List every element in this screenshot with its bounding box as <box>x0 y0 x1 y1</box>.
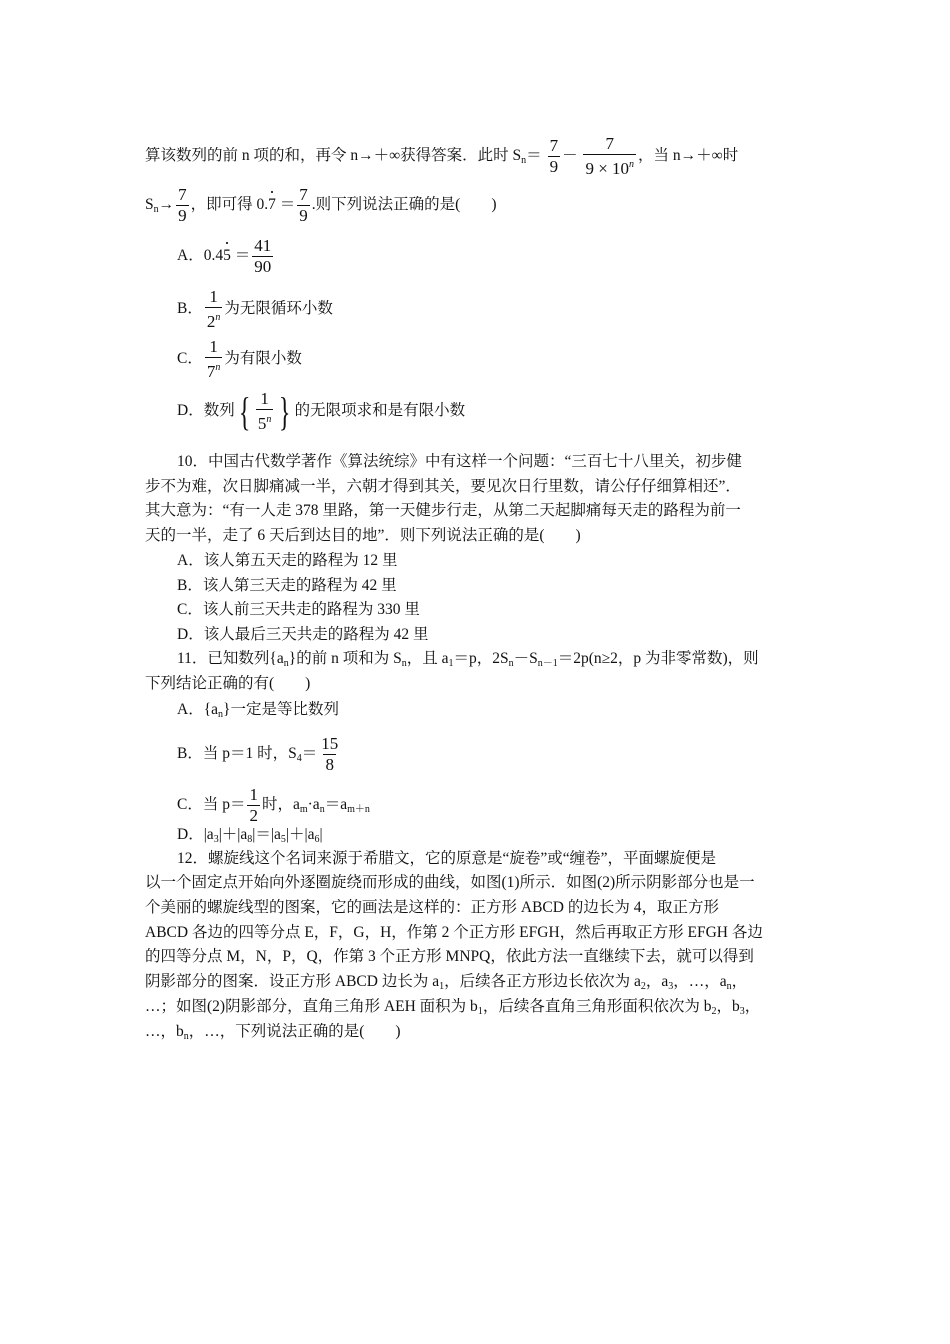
numerator: 1 <box>260 389 269 408</box>
q9-option-b <box>177 287 333 332</box>
numerator: 41 <box>254 236 272 255</box>
denominator <box>583 154 636 179</box>
q9-option-d <box>177 389 465 434</box>
q11-option-d <box>177 824 323 851</box>
numerator: 7 <box>549 136 559 155</box>
option-text: |＝|a <box>252 826 281 843</box>
denominator-text: 7 <box>206 362 216 381</box>
q9-text: ＝ <box>526 147 542 165</box>
subscript: 6 <box>314 834 320 845</box>
q12-line-6 <box>145 971 747 998</box>
q9-text: 算该数列的前 n 项的和，再令 n→＋∞获得答案．此时 S <box>145 147 522 165</box>
q11-text: ＝p，2S <box>453 650 509 667</box>
q10-option-d: D．该人最后三天共走的路程为 42 里 <box>177 626 429 643</box>
subscript: n <box>508 658 514 669</box>
sequence-braces <box>235 389 295 434</box>
q11-text: －S <box>513 650 538 667</box>
subscript: 1 <box>439 981 445 992</box>
subscript: 8 <box>247 834 253 845</box>
q12-text: 阴影部分的图案．设正方形 ABCD 边长为 a <box>145 973 440 990</box>
q11-text: ，且 a <box>406 650 449 667</box>
q11-text: }的前 n 项和为 S <box>288 650 402 667</box>
subscript: 5 <box>280 834 286 845</box>
option-text: B．当 p＝1 时，S <box>177 745 297 763</box>
fraction <box>176 185 189 226</box>
q11-option-c <box>177 785 370 826</box>
q12-text: …，b <box>145 1023 184 1040</box>
q11-option-a <box>177 699 339 726</box>
option-text: |＋|a <box>285 826 315 843</box>
subscript: 2 <box>711 1006 717 1017</box>
option-text: ＝ <box>301 745 318 763</box>
option-text: ＝a <box>324 796 348 814</box>
option-text: ＝ <box>234 247 251 265</box>
option-text: |＋|a <box>218 826 248 843</box>
option-text: B． <box>177 300 203 318</box>
denominator <box>205 307 223 332</box>
option-text: C． <box>177 350 203 368</box>
option-text: D．|a <box>177 826 214 843</box>
fraction <box>319 734 340 775</box>
q9-intro-line-2 <box>145 185 496 226</box>
q11-line-1 <box>177 648 759 675</box>
fraction <box>548 136 561 177</box>
numerator: 7 <box>605 134 614 153</box>
q11-line-2: 下列结论正确的有( ) <box>145 675 311 692</box>
left-brace: { <box>238 388 251 434</box>
q10-line-4: 天的一半，走了 6 天后到达目的地”．则下列说法正确的是( ) <box>145 527 581 544</box>
option-text: | <box>319 826 323 843</box>
q12-text: ，b <box>716 998 740 1015</box>
exponent: n <box>629 159 635 170</box>
denominator: 2 <box>249 806 258 825</box>
q9-text: → <box>158 196 175 214</box>
q12-text: ，a <box>645 973 669 990</box>
numerator: 1 <box>249 785 258 804</box>
q12-text: ，后续各直角三角形面积依次为 b <box>482 998 712 1015</box>
subscript: 3 <box>739 1006 745 1017</box>
fraction <box>252 236 273 277</box>
option-text: D．数列 <box>177 402 235 420</box>
subscript: m <box>299 804 308 816</box>
q12-line-4: ABCD 各边的四等分点 E，F，G，H，作第 2 个正方形 EFGH，然后再取正方形 EFGH 各边 <box>145 924 763 941</box>
subscript: n <box>153 204 159 216</box>
option-text: C．当 p＝ <box>177 796 246 814</box>
q9-text: .则下列说法正确的是( ) <box>311 196 497 214</box>
subscript: n <box>218 709 224 720</box>
subscript: n <box>283 658 289 669</box>
subscript: n <box>521 155 527 167</box>
denominator: 8 <box>325 755 334 774</box>
q12-line-2: 以一个固定点开始向外逐圈旋绕而形成的曲线，如图(1)所示．如图(2)所示阴影部分也是一 <box>145 874 755 891</box>
q10-line-2: 步不为难，次日脚痛减一半，六朝才得到其关，要见次日行里数，请公仔仔细算相还”． <box>145 478 741 495</box>
q10-option-c: C．该人前三天共走的路程为 330 里 <box>177 601 420 618</box>
denominator-text: 5 <box>257 414 267 433</box>
option-text: A．0.4 <box>177 247 224 265</box>
numerator: 15 <box>321 734 339 753</box>
q12-line-5: 的四等分点 M，N，P，Q，作第 3 个正方形 MNPQ，依此方法一直继续下去，就可以得到 <box>145 948 754 965</box>
q12-line-3: 个美丽的螺旋线型的图案，它的画法是这样的：正方形 ABCD 的边长为 4，取正方形 <box>145 899 719 916</box>
denominator: 9 <box>549 157 559 176</box>
subscript: n <box>726 981 732 992</box>
q12-text: ， <box>731 973 748 990</box>
exponent: n <box>215 312 221 323</box>
q9-option-c <box>177 337 302 382</box>
q12-text: ，…，a <box>673 973 727 990</box>
q12-line-8 <box>145 1021 401 1048</box>
denominator: 90 <box>254 257 272 276</box>
option-text: }一定是等比数列 <box>223 701 339 718</box>
minus-sign: － <box>562 147 578 165</box>
subscript: n <box>401 658 407 669</box>
q11-text: 11．已知数列{a <box>177 650 284 667</box>
numerator: 7 <box>178 185 187 204</box>
option-text: ·a <box>307 796 320 814</box>
numerator: 1 <box>209 337 218 356</box>
q9-intro-line-1 <box>145 134 738 179</box>
subscript: n <box>319 804 325 816</box>
q9-option-a <box>177 236 275 277</box>
subscript: 3 <box>213 834 219 845</box>
subscript: 3 <box>668 981 674 992</box>
subscript: 4 <box>296 753 302 765</box>
repeating-digit: 7 · <box>268 194 276 216</box>
denominator: 9 <box>299 206 308 225</box>
q12-line-1: 12．螺旋线这个名词来源于希腊文，它的原意是“旋卷”或“缠卷”，平面螺旋便是 <box>177 850 717 867</box>
subscript: 1 <box>448 658 454 669</box>
subscript: m＋n <box>347 804 370 816</box>
fraction <box>256 389 274 434</box>
q11-text: ＝2p(n≥2，p 为非零常数)，则 <box>557 650 759 667</box>
fraction <box>247 785 260 826</box>
q10-option-a: A．该人第五天走的路程为 12 里 <box>177 552 398 569</box>
subscript: 2 <box>640 981 646 992</box>
numerator: 1 <box>209 287 218 306</box>
q10-line-3: 其大意为：“有一人走 378 里路，第一天健步行走，从第二天起脚痛每天走的路程为前一 <box>145 502 741 519</box>
right-brace: } <box>279 388 291 434</box>
q12-text: ，后续各正方形边长依次为 a <box>444 973 641 990</box>
fraction <box>297 185 310 226</box>
option-text: 为无限循环小数 <box>224 300 333 318</box>
option-text: 时，a <box>261 796 300 814</box>
q12-line-7 <box>145 996 760 1023</box>
exponent: n <box>215 362 221 373</box>
subscript: n－1 <box>537 658 558 669</box>
q9-text: ，当 n→＋∞时 <box>638 147 739 165</box>
fraction <box>205 287 223 332</box>
denominator-text: 2 <box>206 312 216 331</box>
denominator: 9 <box>178 206 187 225</box>
denominator <box>256 409 274 434</box>
fraction <box>205 337 223 382</box>
q12-text: ， <box>744 998 761 1015</box>
fraction <box>583 134 636 179</box>
q10-option-b: B．该人第三天走的路程为 42 里 <box>177 577 397 594</box>
q12-text: ，…，下列说法正确的是( ) <box>188 1023 401 1040</box>
q11-option-b <box>177 734 342 775</box>
q9-text: S <box>145 196 154 214</box>
denominator <box>205 357 223 382</box>
q9-text: ＝ <box>279 196 296 214</box>
q10-line-1: 10．中国古代数学著作《算法统综》中有这样一个问题：“三百七十八里关，初步健 <box>177 453 742 470</box>
repeating-digit: 5 · <box>223 245 231 267</box>
subscript: n <box>183 1031 189 1042</box>
numerator: 7 <box>299 185 308 204</box>
option-text: A．{a <box>177 701 219 718</box>
exponent: n <box>266 414 272 425</box>
option-text: 的无限项求和是有限小数 <box>294 402 466 420</box>
option-text: 为有限小数 <box>224 350 302 368</box>
q9-text: ，即可得 0. <box>190 196 269 214</box>
subscript: 1 <box>477 1006 483 1017</box>
denominator-text: 9 × 10 <box>585 159 630 178</box>
q12-text: …；如图(2)阴影部分，直角三角形 AEH 面积为 b <box>145 998 478 1015</box>
